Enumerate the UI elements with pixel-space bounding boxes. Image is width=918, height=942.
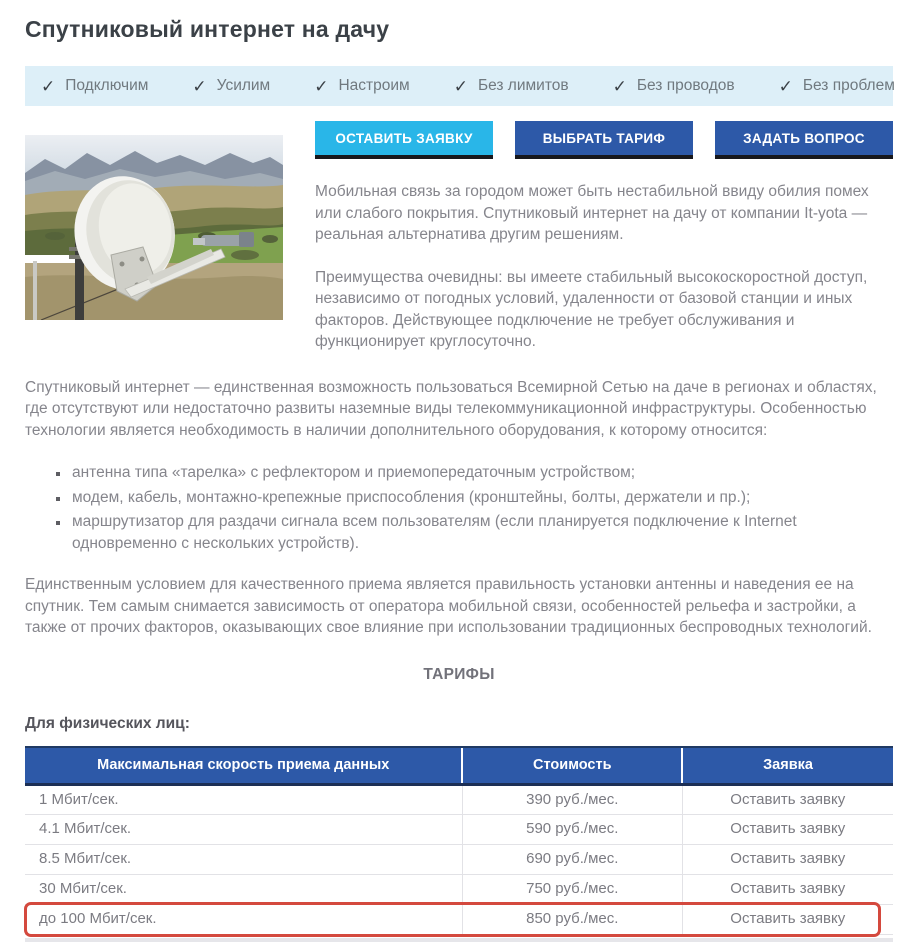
tariff-row [25, 874, 893, 904]
tariffs-subheading: Для физических лиц: [25, 714, 190, 732]
feature-item [192, 77, 270, 95]
request-link[interactable]: Оставить заявку [682, 904, 893, 934]
equipment-list-item: ▪ антенна типа «тарелка» с рефлектором и приемопередаточным устройством; [70, 462, 893, 484]
price-cell: 690 руб./мес. [462, 844, 682, 874]
conditions-paragraph: Единственным условием для качественного приема является правильность установки антенны и наведения ее на спутник. Тем самым снимается зависимость от оператора мобильной связи, особенностей рельефа и застройки, а также от прочих факторов, оказывающих свое влияние при использовании традиционных беспроводных технологий. [25, 576, 872, 636]
feature-item [779, 77, 895, 95]
speed-cell: 4.1 Мбит/сек. [25, 814, 462, 844]
tariff-row [25, 904, 893, 934]
header-price: Стоимость [462, 747, 682, 785]
checkmark-icon: ✓ [314, 76, 329, 96]
cta-buttons-row [315, 121, 893, 159]
checkmark-icon: ✓ [192, 76, 207, 96]
feature-item [613, 77, 735, 95]
checkmark-icon: ✓ [778, 76, 793, 96]
tariff-row [25, 844, 893, 874]
feature-item [454, 77, 569, 95]
hero-section [25, 121, 893, 353]
feature-label: Настроим [338, 77, 410, 94]
tariff-row [25, 784, 893, 814]
equipment-list-item: ▪ маршрутизатор для раздачи сигнала всем пользователям (если планируется подключение к Internet одновременно с нескольких устройств). [70, 511, 893, 554]
equipment-list [25, 462, 893, 554]
feature-label: Усилим [216, 77, 271, 94]
feature-item [314, 77, 409, 95]
speed-cell: 1 Мбит/сек. [25, 784, 462, 814]
feature-label: Без проблем [802, 77, 895, 94]
technology-paragraph: Спутниковый интернет — единственная возможность пользоваться Всемирной Сетью на даче в регионах и областях, где отсутствуют или недостаточно развиты наземные виды телекоммуникационной инфраструктуры. Особенностью технологии является необходимость в наличии дополнительного оборудования, к которому относится: [25, 378, 877, 439]
checkmark-icon: ✓ [612, 76, 627, 96]
checkmark-icon: ✓ [41, 76, 56, 96]
equipment-list-item: ▪ модем, кабель, монтажно-крепежные приспособления (кронштейны, болты, держатели и пр.); [70, 487, 893, 509]
request-link[interactable]: Оставить заявку [682, 874, 893, 904]
tariff-table [25, 746, 893, 935]
page-title: Спутниковый интернет на дачу [25, 16, 390, 42]
feature-item [41, 77, 148, 95]
feature-label: Без проводов [636, 77, 735, 94]
intro-paragraph: Мобильная связь за городом может быть нестабильной ввиду обилия помех или слабого покрытия. Спутниковый интернет на дачу от компании It-yota — реальная альтернатива другим решениям. [315, 183, 869, 243]
features-bar [25, 66, 893, 106]
choose-tariff-button[interactable]: ВЫБРАТЬ ТАРИФ [515, 121, 693, 159]
advantages-paragraph: Преимущества очевидны: вы имеете стабильный высокоскоростной доступ, независимо от погодных условий, удаленности от базовой станции и иных факторов. Действующее подключение не требует обслуживания и функционирует круглосуточно. [315, 268, 868, 350]
request-link[interactable]: Оставить заявку [682, 814, 893, 844]
price-cell: 390 руб./мес. [462, 784, 682, 814]
header-speed: Максимальная скорость приема данных [25, 747, 462, 785]
tariff-row [25, 814, 893, 844]
price-cell: 590 руб./мес. [462, 814, 682, 844]
request-link[interactable]: Оставить заявку [682, 844, 893, 874]
request-link[interactable]: Оставить заявку [682, 784, 893, 814]
leave-request-button[interactable]: ОСТАВИТЬ ЗАЯВКУ [315, 121, 493, 159]
ask-question-button[interactable]: ЗАДАТЬ ВОПРОС [715, 121, 893, 159]
price-cell: 750 руб./мес. [462, 874, 682, 904]
feature-label: Без лимитов [477, 77, 569, 94]
speed-cell: 8.5 Мбит/сек. [25, 844, 462, 874]
feature-label: Подключим [65, 77, 149, 94]
table-bottom-border [25, 938, 893, 942]
price-cell: 850 руб./мес. [462, 904, 682, 934]
tariff-table-header [25, 747, 893, 785]
tariffs-heading: ТАРИФЫ [423, 665, 495, 683]
page [0, 16, 918, 942]
checkmark-icon: ✓ [453, 76, 468, 96]
header-request: Заявка [682, 747, 893, 785]
speed-cell: до 100 Мбит/сек. [25, 904, 462, 934]
speed-cell: 30 Мбит/сек. [25, 874, 462, 904]
satellite-dish-photo [25, 135, 283, 320]
